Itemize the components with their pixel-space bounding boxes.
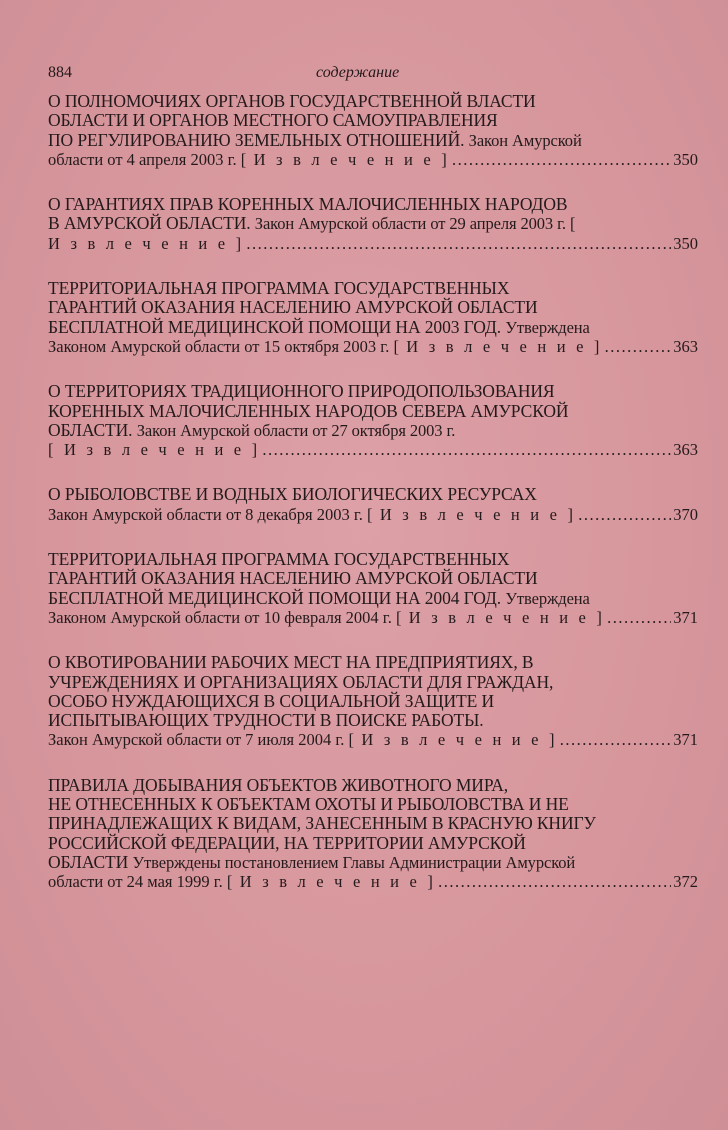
toc-page-ref: 350 bbox=[673, 149, 698, 169]
toc-entry[interactable] bbox=[48, 653, 698, 749]
toc-entry-citation: Закон Амурской области от 7 июля 2004 г. [ И з в л е ч е н и е ] bbox=[48, 730, 558, 750]
toc-entry-citation: области от 24 мая 1999 г. [ И з в л е ч е н и е ] bbox=[48, 872, 437, 892]
toc-entry-title: О РЫБОЛОВСТВЕ И ВОДНЫХ БИОЛОГИЧЕСКИХ РЕСУРСАХ bbox=[48, 484, 537, 505]
toc-page-ref: 363 bbox=[673, 440, 698, 460]
toc-entry-last-line bbox=[48, 730, 698, 749]
toc-entry[interactable] bbox=[48, 279, 698, 356]
dot-leader bbox=[605, 337, 672, 356]
toc-entry-title: О ГАРАНТИЯХ ПРАВ КОРЕННЫХ МАЛОЧИСЛЕННЫХ НАРОДОВ В АМУРСКОЙ ОБЛАСТИ. Закон Амурской области от 29 апреля 2003 г. [ bbox=[48, 194, 576, 234]
toc-entry-citation: Закон Амурской области от 8 декабря 2003 г. [ И з в л е ч е н и е ] bbox=[48, 504, 577, 524]
toc-entry-last-line bbox=[48, 505, 698, 524]
toc-entry-inline-detail: Закон Амурской области от 27 октября 2003 г. bbox=[136, 420, 456, 440]
toc-entry-citation: [ И з в л е ч е н и е ] bbox=[48, 440, 261, 460]
toc-entry-title: ПРАВИЛА ДОБЫВАНИЯ ОБЪЕКТОВ ЖИВОТНОГО МИРА, НЕ ОТНЕСЕННЫХ К ОБЪЕКТАМ ОХОТЫ И РЫБОЛОВСТВА И НЕ ПРИНАДЛЕЖАЩИХ К ВИДАМ, ЗАНЕСЕННЫМ В КРАСНУЮ КНИГУ РОССИЙСКОЙ ФЕДЕРАЦИИ, НА ТЕРРИТОРИИ АМУРСКОЙ ОБЛАСТИ Утверждены постановлением Главы Администрации Амурской bbox=[48, 774, 596, 872]
toc-entry-inline-detail: Утверждены постановлением Главы Администрации Амурской bbox=[132, 852, 576, 872]
dot-leader bbox=[578, 505, 671, 524]
toc-entry-inline-detail: Закон Амурской области от 29 апреля 2003 г. [ bbox=[254, 214, 576, 234]
toc-page-ref: 370 bbox=[673, 504, 698, 524]
toc-entry-inline-detail: Закон Амурской bbox=[468, 130, 582, 150]
toc-entry-title: О КВОТИРОВАНИИ РАБОЧИХ МЕСТ НА ПРЕДПРИЯТИЯХ, В УЧРЕЖДЕНИЯХ И ОРГАНИЗАЦИЯХ ОБЛАСТИ ДЛЯ ГРАЖДАН, ОСОБО НУЖДАЮЩИХСЯ В СОЦИАЛЬНОЙ ЗАЩИТЕ И ИСПЫТЫВАЮЩИХ ТРУДНОСТИ В ПОИСКЕ РАБОТЫ. bbox=[48, 652, 554, 731]
toc-entry-title: О ПОЛНОМОЧИЯХ ОРГАНОВ ГОСУДАРСТВЕННОЙ ВЛАСТИ ОБЛАСТИ И ОРГАНОВ МЕСТНОГО САМОУПРАВЛЕНИЯ ПО РЕГУЛИРОВАНИЮ ЗЕМЕЛЬНЫХ ОТНОШЕНИЙ. Закон Амурской bbox=[48, 91, 582, 150]
toc-entry-title: О ТЕРРИТОРИЯХ ТРАДИЦИОННОГО ПРИРОДОПОЛЬЗОВАНИЯ КОРЕННЫХ МАЛОЧИСЛЕННЫХ НАРОДОВ СЕВЕРА АМУРСКОЙ ОБЛАСТИ. Закон Амурской области от 27 октября 2003 г. bbox=[48, 381, 569, 440]
toc-entry-inline-detail: Утверждена bbox=[505, 588, 590, 608]
dot-leader bbox=[607, 608, 671, 627]
toc-entry-last-line bbox=[48, 440, 698, 459]
toc-page-ref: 363 bbox=[673, 336, 698, 356]
table-of-contents bbox=[48, 92, 698, 918]
toc-entry[interactable] bbox=[48, 485, 698, 524]
toc-entry[interactable] bbox=[48, 550, 698, 627]
toc-entry-citation: Законом Амурской области от 15 октября 2003 г. [ И з в л е ч е н и е ] bbox=[48, 336, 603, 356]
toc-entry[interactable] bbox=[48, 776, 698, 892]
toc-entry-citation: Законом Амурской области от 10 февраля 2004 г. [ И з в л е ч е н и е ] bbox=[48, 607, 606, 627]
toc-entry[interactable] bbox=[48, 382, 698, 459]
toc-entry-last-line bbox=[48, 608, 698, 627]
dot-leader bbox=[438, 872, 671, 891]
toc-entry-title: ТЕРРИТОРИАЛЬНАЯ ПРОГРАММА ГОСУДАРСТВЕННЫХ ГАРАНТИЙ ОКАЗАНИЯ НАСЕЛЕНИЮ АМУРСКОЙ ОБЛАСТИ БЕСПЛАТНОЙ МЕДИЦИНСКОЙ ПОМОЩИ НА 2003 ГОД. Утверждена bbox=[48, 278, 590, 337]
toc-entry[interactable] bbox=[48, 92, 698, 169]
toc-page-ref: 350 bbox=[673, 233, 698, 253]
toc-entry-last-line bbox=[48, 234, 698, 253]
dot-leader bbox=[246, 234, 671, 253]
toc-page-ref: 371 bbox=[673, 730, 698, 750]
dot-leader bbox=[560, 730, 672, 749]
toc-entry-title: ТЕРРИТОРИАЛЬНАЯ ПРОГРАММА ГОСУДАРСТВЕННЫХ ГАРАНТИЙ ОКАЗАНИЯ НАСЕЛЕНИЮ АМУРСКОЙ ОБЛАСТИ БЕСПЛАТНОЙ МЕДИЦИНСКОЙ ПОМОЩИ НА 2004 ГОД. Утверждена bbox=[48, 549, 590, 608]
toc-entry-last-line bbox=[48, 337, 698, 356]
running-head: содержание bbox=[316, 64, 400, 81]
toc-page-ref: 372 bbox=[673, 872, 698, 892]
page-number: 884 bbox=[48, 64, 72, 81]
toc-entry-last-line bbox=[48, 872, 698, 891]
toc-entry-inline-detail: Утверждена bbox=[505, 317, 590, 337]
toc-entry[interactable] bbox=[48, 195, 698, 253]
toc-entry-last-line bbox=[48, 150, 698, 169]
dot-leader bbox=[452, 150, 671, 169]
toc-page-ref: 371 bbox=[673, 607, 698, 627]
toc-entry-citation: И з в л е ч е н и е ] bbox=[48, 233, 245, 253]
dot-leader bbox=[262, 440, 671, 459]
toc-entry-citation: области от 4 апреля 2003 г. [ И з в л е ч е н и е ] bbox=[48, 149, 450, 169]
